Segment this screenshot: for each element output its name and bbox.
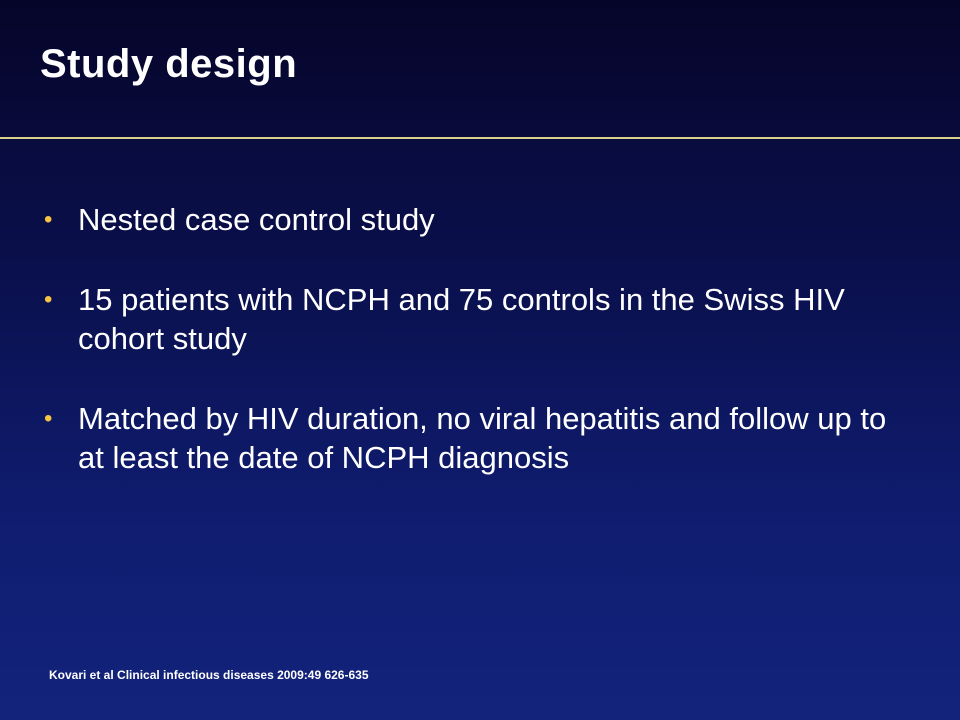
slide-title: Study design (40, 42, 298, 86)
bullet-dot-icon: • (44, 206, 53, 233)
header-divider (0, 137, 960, 139)
bullet-item (40, 280, 920, 358)
bullet-text: Nested case control study (78, 202, 435, 237)
bullet-dot-icon: • (44, 286, 53, 313)
slide-header (0, 0, 960, 138)
bullet-item (40, 200, 920, 239)
bullet-list (40, 200, 920, 518)
citation: Kovari et al Clinical infectious diseases 2009:49 626-635 (49, 668, 369, 682)
bullet-dot-icon: • (44, 405, 53, 432)
bullet-item (40, 399, 920, 477)
bullet-text: 15 patients with NCPH and 75 controls in the Swiss HIV cohort study (78, 282, 845, 356)
bullet-text: Matched by HIV duration, no viral hepatitis and follow up to at least the date of NCPH diagnosis (78, 401, 887, 475)
